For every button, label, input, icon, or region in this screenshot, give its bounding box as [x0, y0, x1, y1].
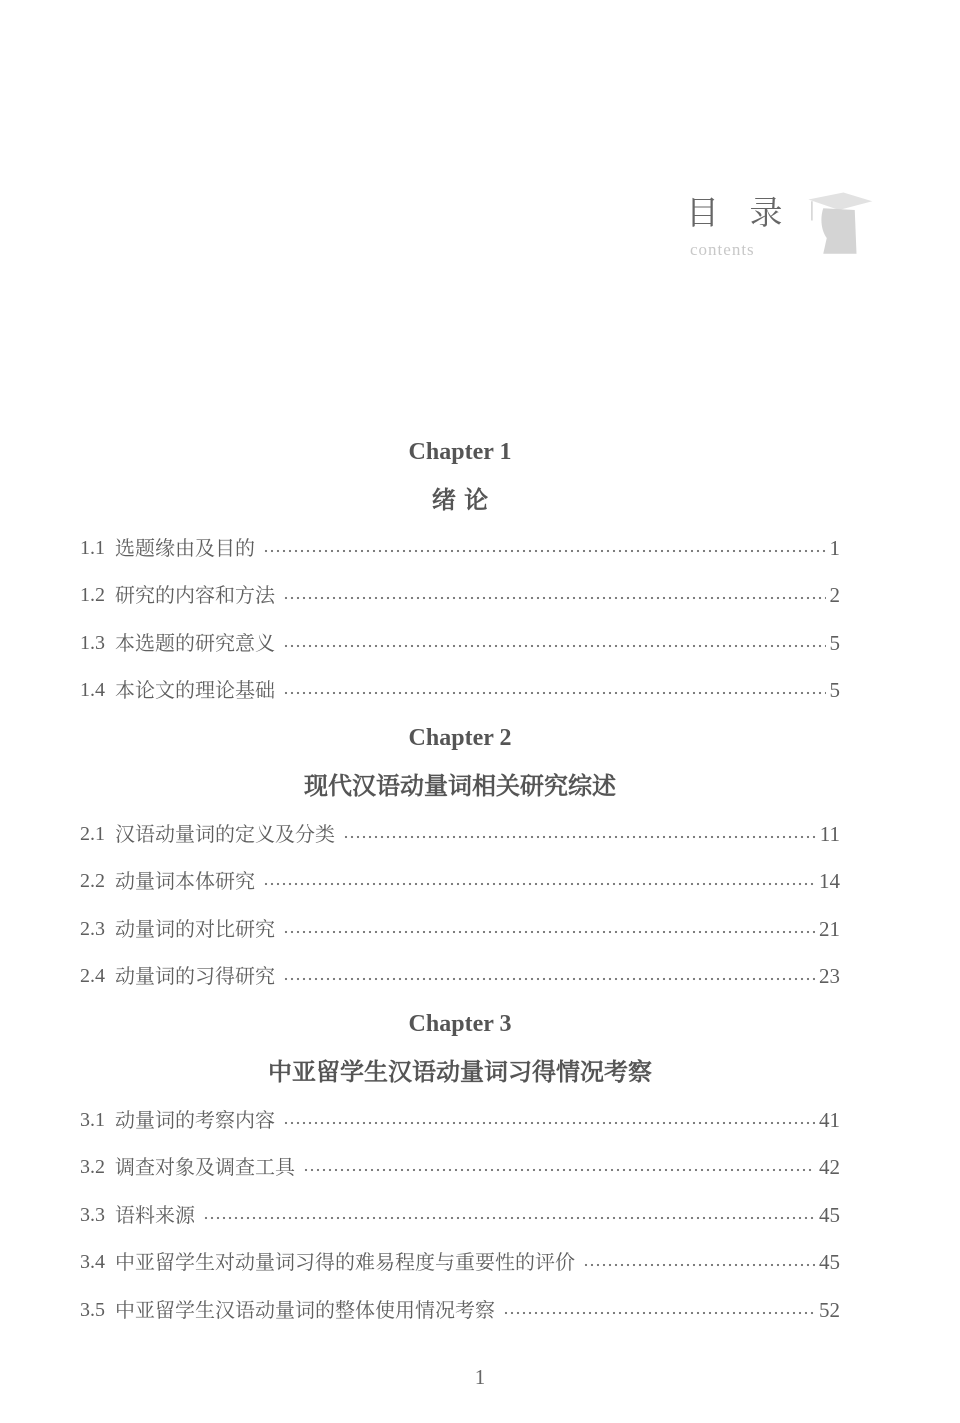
dot-leader [283, 930, 815, 934]
section-number: 2.3 [80, 917, 105, 940]
section-number: 3.4 [80, 1251, 105, 1274]
section-page: 21 [819, 916, 840, 941]
dot-leader [283, 596, 826, 600]
dot-leader [283, 691, 826, 695]
chapter-title[interactable]: 中亚留学生汉语动量词习得情况考察 [268, 1057, 652, 1086]
toc-entry[interactable] [80, 1286, 840, 1334]
section-page: 2 [829, 583, 840, 608]
section-page: 45 [819, 1202, 840, 1227]
dot-leader [343, 835, 816, 839]
dot-leader [283, 1121, 815, 1125]
toc-entry[interactable] [80, 953, 840, 1001]
section-page: 1 [829, 535, 840, 560]
toc-entry[interactable] [80, 905, 840, 953]
section-title: 动量词的习得研究 [115, 964, 275, 989]
toc-entry[interactable] [80, 810, 840, 858]
dot-leader [503, 1311, 815, 1315]
graduate-cap-icon [804, 188, 874, 260]
chapter-label[interactable]: Chapter 3 [408, 1011, 512, 1037]
dot-leader [263, 882, 815, 886]
toc-subtitle: contents [690, 240, 755, 259]
section-number: 1.1 [80, 536, 105, 559]
section-title: 动量词的考察内容 [115, 1107, 275, 1132]
section-number: 1.4 [80, 679, 105, 702]
chapter-label[interactable]: Chapter 1 [408, 439, 512, 465]
section-title: 中亚留学生对动量词习得的难易程度与重要性的评价 [115, 1250, 575, 1275]
section-title: 本论文的理论基础 [115, 678, 275, 703]
section-number: 3.3 [80, 1203, 105, 1226]
toc-entry[interactable] [80, 572, 840, 620]
section-title: 调查对象及调查工具 [115, 1155, 295, 1180]
section-title: 语料来源 [115, 1202, 195, 1227]
section-page: 5 [829, 678, 840, 703]
toc-entry[interactable] [80, 858, 840, 906]
section-number: 2.2 [80, 870, 105, 893]
chapter-label[interactable]: Chapter 2 [408, 725, 512, 751]
toc-entry[interactable] [80, 619, 840, 667]
section-page: 42 [819, 1155, 840, 1180]
section-page: 14 [819, 869, 840, 894]
section-page: 23 [819, 964, 840, 989]
section-page: 45 [819, 1250, 840, 1275]
toc-title: 目 录 [686, 193, 793, 232]
section-title: 研究的内容和方法 [115, 583, 275, 608]
section-number: 1.3 [80, 631, 105, 654]
dot-leader [583, 1263, 815, 1267]
table-of-contents [80, 428, 840, 1334]
toc-entry[interactable] [80, 667, 840, 715]
chapter-title[interactable]: 现代汉语动量词相关研究综述 [304, 771, 616, 800]
section-number: 3.5 [80, 1298, 105, 1321]
section-title: 动量词的对比研究 [115, 916, 275, 941]
section-title: 动量词本体研究 [115, 869, 255, 894]
chapter-section [80, 714, 840, 1000]
chapter-title[interactable]: 绪 论 [431, 485, 489, 514]
chapter-section [80, 1000, 840, 1334]
section-title: 汉语动量词的定义及分类 [115, 821, 335, 846]
contents-logo [686, 194, 876, 266]
section-title: 中亚留学生汉语动量词的整体使用情况考察 [115, 1297, 495, 1322]
dot-leader [263, 549, 826, 553]
section-number: 2.1 [80, 822, 105, 845]
toc-entry[interactable] [80, 1144, 840, 1192]
dot-leader [283, 644, 826, 648]
dot-leader [283, 977, 815, 981]
toc-entry[interactable] [80, 524, 840, 572]
section-number: 1.2 [80, 584, 105, 607]
chapter-section [80, 428, 840, 714]
toc-entry[interactable] [80, 1096, 840, 1144]
dot-leader [203, 1216, 815, 1220]
section-page: 52 [819, 1297, 840, 1322]
section-number: 3.2 [80, 1156, 105, 1179]
toc-entry[interactable] [80, 1191, 840, 1239]
toc-entry[interactable] [80, 1239, 840, 1287]
section-number: 2.4 [80, 965, 105, 988]
section-page: 5 [829, 630, 840, 655]
section-number: 3.1 [80, 1108, 105, 1131]
section-page: 41 [819, 1107, 840, 1132]
page-number: 1 [474, 1365, 486, 1389]
section-title: 本选题的研究意义 [115, 630, 275, 655]
section-title: 选题缘由及目的 [115, 535, 255, 560]
section-page: 11 [819, 821, 840, 846]
dot-leader [303, 1168, 815, 1172]
